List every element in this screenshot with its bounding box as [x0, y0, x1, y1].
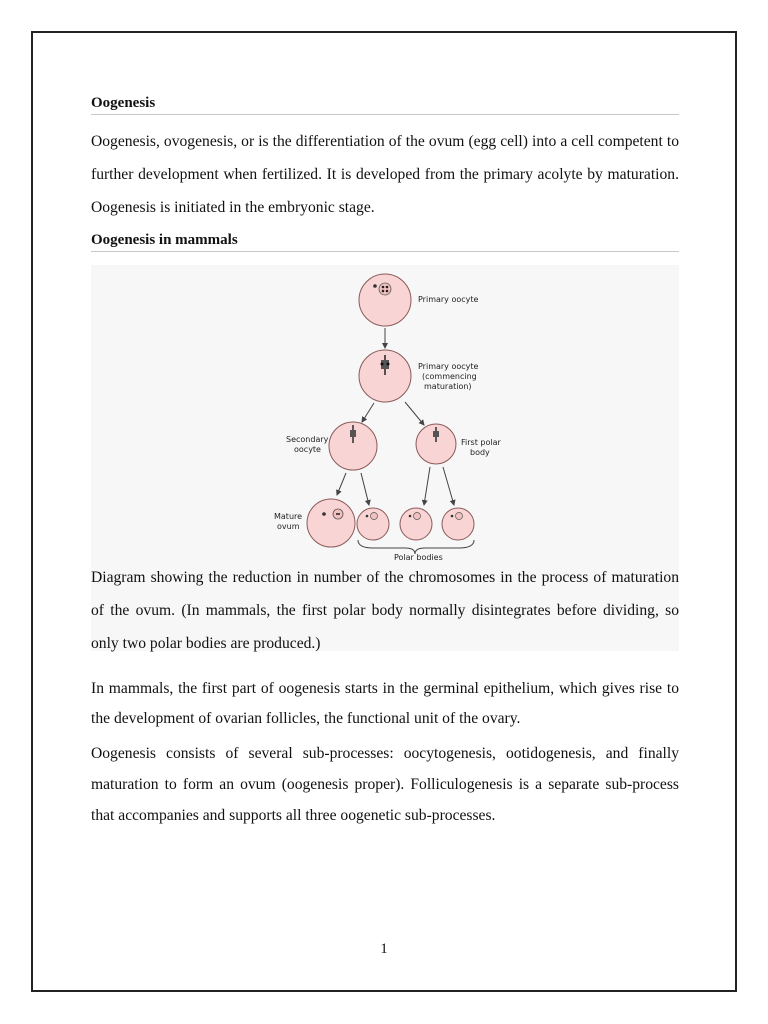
figure-caption: Diagram showing the reduction in number of the chromosomes in the process of maturation of the ovum. (In mammals, the first polar body normally disintegrates before dividing, so only two polar bodies are produced.)	[91, 569, 679, 652]
label-secondary-1: Secondary	[286, 435, 329, 444]
label-primary-maturing-1: Primary oocyte	[418, 362, 479, 371]
oogenesis-diagram	[91, 265, 679, 563]
label-first-polar-2: body	[470, 448, 490, 457]
section-heading-oogenesis: Oogenesis	[91, 94, 679, 115]
paragraph-germinal-epithelium: In mammals, the first part of oogenesis starts in the germinal epithelium, which gives rise to the development of ovarian follicles, the functional unit of the ovary.	[91, 680, 679, 727]
subsection-heading-mammals: Oogenesis in mammals	[91, 231, 679, 252]
polar-body-1	[357, 508, 389, 540]
primary-oocyte-cell	[359, 274, 411, 326]
polar-bodies-brace	[358, 540, 474, 554]
label-first-polar-1: First polar	[461, 438, 501, 447]
secondary-oocyte-cell	[329, 422, 377, 470]
polar-body-2	[400, 508, 432, 540]
primary-oocyte-maturing-cell	[359, 350, 411, 402]
label-primary-maturing-3: maturation)	[424, 382, 472, 391]
label-mature-1: Mature	[274, 512, 303, 521]
label-secondary-2: oocyte	[294, 445, 321, 454]
polar-body-3	[442, 508, 474, 540]
document-body	[91, 94, 679, 831]
page-number: 1	[380, 941, 388, 957]
label-mature-2: ovum	[277, 522, 300, 531]
label-primary-maturing-2: (commencing	[422, 372, 477, 381]
mature-ovum-cell	[307, 499, 355, 547]
first-polar-body-cell	[416, 424, 456, 464]
oogenesis-figure	[91, 265, 679, 651]
label-primary-oocyte: Primary oocyte	[418, 295, 479, 304]
label-polar-bodies: Polar bodies	[394, 553, 443, 562]
paragraph-sub-processes: Oogenesis consists of several sub-processes: oocytogenesis, ootidogenesis, and finally maturation to form an ovum (oogenesis proper). Folliculogenesis is a separate sub-process that accompanies and supports all three oogenetic sub-processes.	[91, 745, 679, 824]
intro-paragraph: Oogenesis, ovogenesis, or is the differentiation of the ovum (egg cell) into a cell competent to further development when fertilized. It is developed from the primary acolyte by maturation. Oogenesis is initiated in the embryonic stage.	[91, 133, 679, 216]
